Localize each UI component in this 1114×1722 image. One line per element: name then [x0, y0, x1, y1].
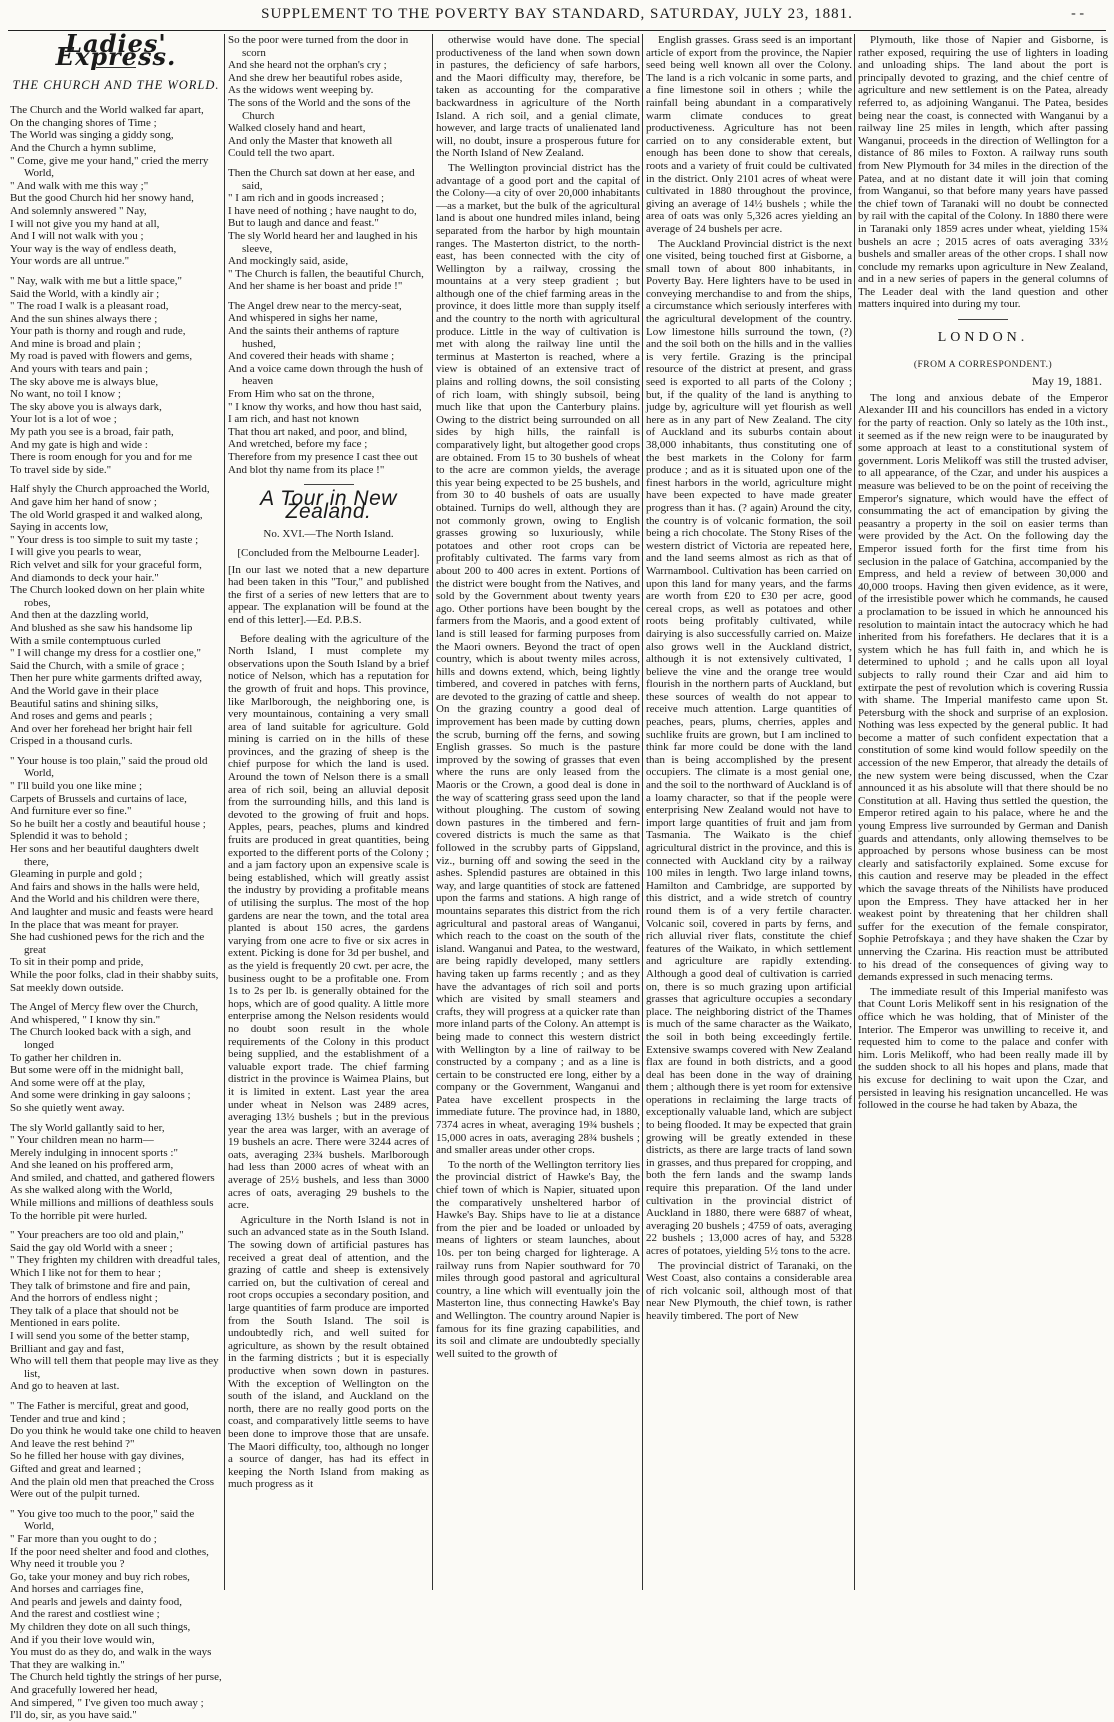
masthead-marks: - - — [1071, 6, 1084, 21]
poem-body — [10, 104, 222, 1722]
verse-line: Walked closely hand and heart, — [228, 122, 366, 135]
column-divider — [642, 34, 643, 1590]
verse-line: She had cushioned pews for the rich and the great — [10, 931, 205, 956]
verse-line: Beautiful satins and shining silks, — [10, 697, 159, 710]
verse-line: You must do as they do, and walk in the ways — [10, 1646, 212, 1659]
verse-line: That thou art naked, and poor, and blind, — [228, 425, 408, 438]
stanza — [10, 1122, 222, 1223]
editor-note: [In our last we noted that a new departure had been taken in this "Tour," and published the first of a series of new letters that are to appear. The explanation will be found at the end of this letter].—Ed. P.B.S. — [228, 563, 429, 626]
stanza — [10, 1229, 222, 1393]
verse-line: And the plain old men that preached the Cross — [10, 1475, 215, 1488]
verse-line: The Church looked back with a sigh, and longed — [10, 1026, 191, 1051]
verse-line: And the World gave in their place — [10, 684, 159, 697]
verse-line: Why need it trouble you ? — [10, 1558, 125, 1571]
verse-line: The sky above me is always blue, — [10, 375, 159, 388]
verse-line: The World was singing a giddy song, — [10, 129, 174, 142]
verse-line: And smiled, and chatted, and gathered flowers — [10, 1171, 215, 1184]
verse-line: Then the Church sat down at her ease, and said, — [228, 166, 415, 192]
verse-line: And her shame is her boast and pride !" — [228, 280, 403, 293]
verse-line: " The Church is fallen, the beautiful Church, — [228, 267, 424, 280]
stanza — [228, 34, 429, 160]
verse-line: And I will not walk with you ; — [10, 230, 144, 243]
verse-line: And some were drinking in gay saloons ; — [10, 1089, 191, 1102]
verse-line: And the horrors of endless night ; — [10, 1292, 158, 1305]
verse-line: And my gate is high and wide : — [10, 438, 148, 451]
paragraph: The long and anxious debate of the Emperor Alexander III and his councillors has ended in a victory for the party of reaction. Only so lately as the 10th inst., it seemed as if the new reign were to be inaugurated by some approach at least to a constitutional system of government. Loris Melikoff was still the trusted adviser, to all appearance, of the Czar, and under his auspices a measure was believed to be on the point of receiving the Emperor's signature, which would have the effect of consummating the act of emancipation by giving the peasantry a property in the soil on easier terms than were provided by the Act. On the following day the Emperor issued forth for the first time from his seclusion in the palace of Gatchina, accompanied by the Empress, and held a review of between 30,000 and 40,000 troops. Having then given evidence, as it were, of the irresistible power which he commands, he caused a proclamation to be issued in which he announced his resolution to maintain intact the autocracy which he had inherited from his forefathers. He declares that it is a system which he has full faith in, and which he is determined to uphold ; and he calls upon all loyal subjects to rally round their Czar and aid him to extirpate the pest of revolution which is covering Russia with shame. The Imperial manifesto came upon St. Petersburg with the shock and surprise of an explosion. Nothing was less expected by the general public. It had become a matter of such confident expectation that a constitution of some kind would follow speedily on the accession of the new Emperor, that already the details of the new system were being discussed, when the Czar announced it as his absolute will that there should be no Constitution at all. Having thus settled the question, the Emperor retired again to his palace, where he and the young Empress live surrounded by German and Danish guards and attendants, only allowing themselves to be approached by persons whose business can be most clearly and satisfactorily explained. Some excuse for this caution and reserve may be pleaded in the effect which the savage threats of the Nihilists have produced upon the Empress. They have attacked her in her weakest point by threatening that her children shall suffer for the execution of the female conspirator, Sophie Petrofskaya ; and they have shaken the Czar by unnerving the Czarina. His reaction must be attributed to his dread of the consequences of giving way to demands expressed in such menacing terms. — [858, 391, 1108, 984]
verse-line: And only the Master that knoweth all — [228, 134, 393, 147]
verse-line: Gifted and great and learned ; — [10, 1462, 142, 1475]
verse-line: And go to heaven at last. — [10, 1380, 120, 1393]
verse-line: There is room enough for you and for me — [10, 451, 193, 464]
verse-line: The Church held tightly the strings of her purse, — [10, 1671, 222, 1684]
verse-line: And simpered, " I've given too much away ; — [10, 1696, 204, 1709]
verse-line: Brilliant and gay and fast, — [10, 1342, 124, 1355]
paragraph: The immediate result of this Imperial manifesto was that Count Loris Melikoff sent in his resignation of the office which he was holding, that of Minister of the Interior. The Emperor was unwilling to receive it, and requested him to come to the palace and confer with him. Loris Melikoff, who had been really made ill by the sudden shock to all his hopes and plans, made that his excuse for declining to wait upon the Czar, and persisted in leaving his resignation uncancelled. He was followed in the course he had taken by Abaza, the — [858, 985, 1108, 1112]
verse-line: My road is paved with flowers and gems, — [10, 350, 193, 363]
verse-line: If the poor need shelter and food and clothes, — [10, 1545, 209, 1558]
verse-line: Said the gay old World with a sneer ; — [10, 1241, 173, 1254]
verse-line: And whispered in sighs her name, — [228, 312, 378, 325]
verse-line: Merely indulging in innocent sports :" — [10, 1146, 178, 1159]
verse-line: And gave him her hand of snow ; — [10, 496, 157, 508]
verse-line: I will give you pearls to wear, — [10, 546, 142, 559]
paragraph: The Auckland Provincial district is the next one visited, being touched first at Gisborne, a small town of about 800 inhabitants, in Poverty Bay. Here lighters have to be used in conveying merchandise to and from the ships, a circumstance which seriously interferes with the agricultural development of the country. Low limestone hills surround the town, (?) and the soil both on the hills and in the vallies is very fertile. Grazing is the principal resource of the district at present, and grass seed is exported to all parts of the Colony ; but, if the quality of the land is anything to judge by, agriculture will yet flourish as well here as in any part of New Zealand. The city of Auckland and its suburbs contain about 38,000 inhabitants, thus constituting one of the best markets in the Colony for farm produce ; and as it is situated upon one of the finest harbors in the world, agriculture might have been expected to have made greater progress than it has. (? again) Around the city, the country is of volcanic formation, the soil being a rich chocolate. The Stony Rises of the western district of Victoria are repeated here, and the land seems almost as rich as that of Warrnambool. Cultivation has been carried on upon this land for many years, and the farms are worth from £20 to £30 per acre, good cereal crops, as well as potatoes and other roots being profitably cultivated, while dairying is also successfully carried on. Maize also grows well in the Auckland district, although it is not extensively cultivated, I believe the vine and the orange tree would flourish in the northern parts of Auckland, but these sources of wealth do not appear to receive much attention. Large quantities of peaches, pears, plums, cherries, apples and suchlike fruits are grown, but I am inclined to think far more could be done with the land than is being accomplished by the present occupiers. The climate is a most genial one, and the soil to the northward of Auckland is of a loamy character, so that if the people were enterprising New Zealand would not have to import large quantities of fruit and jam from Tasmania. The Waikato is the chief agricultural district in the province, and this is connected with Auckland city by a railway 100 miles in length. Two large inland towns, Hamilton and Cambridge, are supported by this district, and a wide stretch of country round them is of a very fertile character. Volcanic soil, covered in parts by ferns, and rich alluvial river flats, constitute the chief features of the Waikato, in which settlement and agriculture are rapidly extending. Although a good deal of cultivation is carried on, there is so much grazing upon artificial grasses that agriculture occupies a secondary place. The neighboring district of the Thames is much of the same character as the Waikato, the soil in both being exceedingly fertile. Extensive swamps covered with New Zealand flax are found in both districts, and a good deal has been done in the way of draining them ; although there is yet room for extensive operations in reclaiming the large tracts of exceptionally valuable land, which are subject to being flooded. It may be expected that grain growing will be greatly extended in these districts, as there are large tracts of land sown in grasses, and thus prepared for cropping, and both the fern lands and the swamp lands require this preparation. Of the land under cultivation in the provincial district of Auckland in 1880, there were 6887 of wheat, averaging 20 bushels ; 4759 of oats, averaging 22 bushels ; 13,000 acres of hay, and 5328 acres of potatoes, yielding 5½ tons to the acre. — [646, 237, 852, 1257]
stanza — [10, 1400, 222, 1501]
verse-line: Then her pure white garments drifted away, — [10, 672, 203, 685]
verse-line: " The road I walk is a pleasant road, — [10, 300, 169, 313]
column-3 — [436, 34, 640, 1592]
column-1 — [10, 29, 222, 1722]
verse-line: Carpets of Brussels and curtains of lace, — [10, 792, 187, 805]
verse-line: I'll do, sir, as you have said." — [10, 1709, 137, 1722]
verse-line: So he filled her house with gay divines, — [10, 1450, 185, 1463]
verse-line: Half shyly the Church approached the World, — [10, 483, 210, 496]
paragraph: Plymouth, like those of Napier and Gisborne, is rather exposed, requiring the use of lighters in loading and unloading ships. The land about the port is principally devoted to grazing, and the chief centre of agriculture and new settlement is on the Patea, already referred to, as adjoining Wanganui. The Patea, besides being near the coast, is connected with Wanganui by a railway line 25 miles in length, which after passing Wanganui, proceeds in the direction of Wellington for a distance of 86 miles to Foxton. A railway runs south from New Plymouth for 34 miles in the direction of the Patea, and at no distant date it will join that coming from Wanganui, so that before many years have passed the chief town of Taranaki will no doubt be connected by rail with the capital of the Colony. In 1880 there were in Taranaki only 1859 acres under wheat, yielding 15¾ bushels an acre ; 2015 acres of oats averaging 33½ bushels and smaller areas of the other crops. I shall now conclude my remarks upon agriculture in New Zealand, and in a new series of papers in the general columns of The Leader deal with the land question and other matters inquired into during my tour. — [858, 34, 1108, 311]
paragraph: English grasses. Grass seed is an important article of export from the province, the Napier seed being well known all over the Colony. The land is a rich volcanic in some parts, and a fine limestone soil in others ; while the rainfall being abundant in a comparatively warm climate conduces to great productiveness. Agriculture has not been carried on to any considerable extent, but enough has been done to show that cereals, roots and a variety of fruit could be cultivated in the district. Only 2101 acres of wheat were cultivated in 1880 throughout the province, giving an average of 14½ bushels ; while the area of oats was only 5,326 acres yielding an average of 24 bushels per acre. — [646, 34, 852, 235]
verse-line: And solemnly answered " Nay, — [10, 204, 147, 217]
verse-line: Sat meekly down outside. — [10, 981, 124, 994]
verse-line: And fairs and shows in the halls were held, — [10, 880, 200, 893]
london-title: LONDON. — [937, 330, 1029, 346]
verse-line: " I'll build you one like mine ; — [10, 780, 143, 793]
verse-line: So the poor were turned from the door in scorn — [228, 34, 409, 59]
stanza — [228, 167, 429, 293]
verse-line: And she leaned on his proffered arm, — [10, 1159, 174, 1172]
paragraph: The Wellington provincial district has the advantage of a good port and the capital of the Colony—a city of over 20,000 inhabitants—as a market, but the bulk of the agricultural land is about one hundred miles inland, being separated from the harbor by high mountain ranges. The Masterton district, to the north-east, has been connected with the city of Wellington by a railway, crossing the mountains at a very steep gradient ; but although one of the chief farming areas in the province, it does little more than supply itself and the country to the north with agricultural produce. Little in the way of cultivation is met with along the railway line until the terminus at Masterton is reached, where a view is obtained of an extensive tract of plains and rolling downs, the soil consisting of rich loam, with shingly subsoil, being much like that upon the Canterbury plains. Owing to the district being surrounded on all sides by high hills, the rainfall is comparatively light, but altogether good crops are obtained. From 15 to 30 bushels of wheat to the acre are common yields, the average this year being expected to be 25 bushels, and from 30 to 40 bushels of oats are usually obtained. Turnips do well, although they are not commonly grown, owing to English grasses growing so luxuriously, while potatoes and other root crops can be profitably cultivated. The farms vary from about 200 to 400 acres in extent. Portions of the district were bought from the Natives, and sold by the Government about twenty years ago. Other portions have been bought by the farmers from the Maoris, and a good extent of land is still leased for farming purposes from the Maori owners. Beyond the tract of open country, which is about twenty miles across, hills and downs extend, which, being lightly timbered, and covered in patches with ferns, are devoted to the grazing of cattle and sheep. On the grazing country a good deal of improvement has been made by cutting down the scrub, burning off the ferns, and sowing English grasses. So much is the pasture improved by the sowing of grasses that even where the runs are only leased from the Maoris or the Crown, a good deal is done in the way of scattering grass seed upon the land without ploughing. The custom of sowing down pastures in the timbered and fern-covered districts is much the same as that followed in the scrubby parts of Gippsland, viz., burning off and sowing the seed in the ashes. Splendid pastures are obtained in this way, and large quantities of stock are fattened upon the farms and stations. A high range of mountains separates this district from the rich agricultural and pastoral areas of Wanganui, which reach to the coast on the south of the island. Wanganui and Patea, to the westward, are being rapidly developed, many settlers having taken up farms recently ; and as they have the advantages of rich soil and ports which are visited by small steamers and crafts, they will progress at a quicker rate than more inland parts of the Colony. An attempt is being made to connect this western district with Wellington by a line of railway to be constructed by a company ; and as a line is certain to be constructed ere long, either by a company or the Government, Wanganui and Patea have excellent prospects in the immediate future. The province had, in 1880, 7374 acres in wheat, averaging 19¾ bushels ; 15,000 acres in oats, averaging 28¾ bushels ; and smaller areas under other crops. — [436, 161, 640, 1157]
verse-line: While the poor folks, clad in their shabby suits, — [10, 968, 219, 981]
verse-line: And then at the dazzling world, — [10, 609, 149, 622]
verse-line: The sons of the World and the sons of the Church — [228, 96, 411, 122]
article-end-rule — [958, 319, 1008, 320]
verse-line: From Him who sat on the throne, — [228, 388, 375, 401]
verse-line: " The Father is merciful, great and good, — [10, 1399, 189, 1412]
london-body — [858, 392, 1108, 1112]
verse-line: Your way is the way of endless death, — [10, 242, 177, 255]
verse-line: Who will tell them that people may live as they list, — [10, 1355, 219, 1380]
verse-line: The Angel of Mercy flew over the Church, — [10, 1001, 199, 1014]
verse-line: And roses and gems and pearls ; — [10, 710, 153, 723]
stanza — [10, 483, 222, 747]
verse-line: " They frighten my children with dreadful tales, — [10, 1254, 221, 1267]
verse-line: Your words are all untrue." — [10, 255, 130, 268]
stanza — [10, 275, 222, 477]
article-body — [228, 633, 429, 1491]
verse-line: " Your dress is too simple to suit my taste ; — [10, 533, 199, 546]
paragraph: Before dealing with the agriculture of the North Island, I must complete my observations upon the South Island by a brief notice of Nelson, which has a reputation for the growth of fruit and hops. This province, like Marlborough, the neighboring one, is very mountainous, containing a very small area of land suitable for agriculture. Gold mining is carried on in the hills of these provinces, and the grazing of sheep is the chief purpose for which the land is used. Around the town of Nelson there is a small area of rich soil, being an alluvial deposit from the surrounding hills, and this land is devoted to the growing of fruit and hops. Apples, pears, peaches, plums and kindred fruits are produced in great quantities, being exported to the different ports of the Colony ; and a jam factory upon an expensive scale is being established, which will greatly assist the industry by providing a profitable means of utilising the surplus. The most of the hop gardens are near the town, and the total area planted is about 150 acres, the gardens varying from one acre to five or six acres in extent. Picking is done for 3d per bushel, and as the yield is frequently 20 cwt. per acre, the business ought to be a profitable one. From 1s to 2s per lb. is generally obtained for the hops, which are of good quality. A little more enterprise among the Nelson residents would no doubt soon result in the whole requirements of the Colony in this product being supplied, and the establishment of a valuable export trade. The chief farming district in the province is Waimea Plains, but it is limited in extent. Last year the area under wheat in Nelson was 2489 acres, averaging 13½ bushels ; but in the previous year the area was larger, with an average of 19 bushels an acre. There were 3244 acres of oats, averaging 23¾ bushels. Marlborough had less than 2000 acres of wheat with an average of 25½ bushels, and less than 3000 acres of oats, averaging 29 bushels to the acre. — [228, 632, 429, 1212]
verse-line: I have need of nothing ; have naught to do, — [228, 204, 417, 217]
verse-line: And mine is broad and plain ; — [10, 337, 141, 350]
section-title: Ladies' Express. — [55, 29, 177, 71]
verse-line: Splendid it was to behold ; — [10, 830, 128, 843]
paragraph: The provincial district of Taranaki, on the West Coast, also contains a considerable area of rich volcanic soil, although most of that near New Plymouth, the chief town, is rather heavily timbered. The port of New — [646, 1259, 852, 1322]
verse-line: And she drew her beautiful robes aside, — [228, 71, 403, 84]
verse-line: " I will change my dress for a costlier one," — [10, 647, 202, 660]
verse-line: And the sun shines always there ; — [10, 312, 158, 325]
column-4 — [646, 34, 852, 1592]
paragraph: To the north of the Wellington territory lies the provincial district of Hawke's Bay, the chief town of which is Napier, situated upon the comparatively unsheltered harbor of Hawke's Bay. Ships have to lie at a distance from the pier and be loaded or unloaded by means of lighters or steam launches, about 10s. per ton being charged for lighterage. A railway runs from Napier southward for 70 miles through good pastoral and agricultural country, a line which will eventually join the Masterton line, thus connecting Hawke's Bay and Wellington. The country around Napier is famous for its fine grazing capabilities, and its soil and climate are undoubtedly specially well suited to the growth of — [436, 1158, 640, 1360]
verse-line: And a voice came down through the hush of heaven — [228, 362, 423, 388]
verse-line: The sky above you is always dark, — [10, 400, 162, 413]
verse-line: While millions and millions of deathless souls — [10, 1197, 214, 1210]
tour-source: [Concluded from the Melbourne Leader]. — [237, 546, 420, 559]
verse-line: The Angel drew near to the mercy-seat, — [228, 299, 402, 312]
verse-line: Mentioned in ears polite. — [10, 1317, 120, 1330]
verse-line: On the changing shores of Time ; — [10, 116, 157, 129]
verse-line: With a smile contemptuous curled — [10, 634, 161, 647]
verse-line: The Church looked down on her plain white robes, — [10, 584, 205, 609]
tour-subtitle: No. XVI.—The North Island. — [263, 528, 394, 541]
paragraph: Agriculture in the North Island is not in such an advanced state as in the South Island. The sowing down of artificial pastures has received a great deal of attention, and the grazing of cattle and sheep is extensively carried on, but the cultivation of cereal and root crops occupies a secondary position, and large quantities of farm produce are imported from the South Island. The soil is undoubtedly rich, and well suited for agriculture, as shown by the result obtained in the farming districts ; but it is especially productive when sown down in pastures. With the exception of Wellington on the south of the island, and Auckland on the north, there are no really good ports on the coast, and comparatively little seems to have been done to improve those that are unsafe. The Maori difficulty, too, although no longer a source of danger, has had its effect in keeping the North Island from making as much progress as it — [228, 1213, 429, 1491]
poem-end-rule — [304, 484, 354, 485]
verse-line: Said the Church, with a smile of grace ; — [10, 659, 185, 672]
stanza — [10, 104, 222, 268]
verse-line: " Your children mean no harm— — [10, 1134, 154, 1147]
verse-line: I will send you some of the better stamp, — [10, 1330, 190, 1342]
verse-line: Her sons and her beautiful daughters dwelt there, — [10, 843, 199, 868]
masthead — [0, 0, 1114, 30]
verse-line: Crisped in a thousand curls. — [10, 735, 133, 748]
verse-line: Your path is thorny and rough and rude, — [10, 325, 186, 338]
verse-line: And if you their love would win, — [10, 1633, 155, 1646]
verse-line: But to laugh and dance and feast." — [228, 217, 379, 230]
verse-line: Were out of the pulpit turned. — [10, 1488, 140, 1501]
verse-line: Do you think he would take one child to heaven — [10, 1425, 222, 1438]
verse-line: " I know thy works, and how thou hast said, — [228, 400, 422, 413]
verse-line: And wretched, before my face ; — [228, 438, 368, 451]
verse-line: And laughter and music and feasts were heard — [10, 906, 214, 918]
verse-line: Could tell the two apart. — [228, 147, 335, 160]
verse-line: " I am rich and in goods increased ; — [228, 192, 384, 205]
verse-line: And pearls and jewels and dainty food, — [10, 1595, 182, 1608]
verse-line: " Nay, walk with me but a little space," — [10, 274, 182, 287]
verse-line: But the good Church hid her snowy hand, — [10, 192, 194, 205]
verse-line: And the rarest and costliest wine ; — [10, 1608, 160, 1621]
verse-line: Tender and true and kind ; — [10, 1412, 126, 1425]
column-divider — [432, 34, 433, 1590]
verse-line: I will not give you my hand at all, — [10, 217, 160, 230]
verse-line: Gleaming in purple and gold ; — [10, 868, 143, 881]
verse-line: The old World grasped it and walked along, — [10, 508, 203, 521]
verse-line: And whispered, " I know thy sin." — [10, 1013, 161, 1026]
verse-line: The sly World gallantly said to her, — [10, 1121, 165, 1134]
verse-line: And yours with tears and pain ; — [10, 363, 149, 376]
column-5 — [858, 34, 1108, 1592]
verse-line: In the place that was meant for prayer. — [10, 918, 179, 931]
verse-line: And blushed as she saw his handsome lip — [10, 621, 193, 634]
verse-line: " Your house is too plain," said the proud old World, — [10, 754, 208, 780]
stanza — [10, 1001, 222, 1114]
verse-line: Therefore from my presence I cast thee out — [228, 451, 418, 463]
verse-line: And she heard not the orphan's cry ; — [228, 59, 387, 72]
verse-line: And blot thy name from its place !" — [228, 463, 385, 476]
column-2 — [228, 34, 429, 1592]
verse-line: " You give too much to the poor," said the World, — [10, 1507, 195, 1533]
verse-line: And furniture ever so fine." — [10, 805, 132, 818]
verse-line: " Far more than you ought to do ; — [10, 1532, 157, 1545]
verse-line: And diamonds to deck your hair." — [10, 571, 159, 584]
tour-title: A Tour in New Zealand. — [260, 487, 397, 523]
verse-line: The sly World heard her and laughed in his sleeve, — [228, 229, 418, 255]
verse-line: And covered their heads with shame ; — [228, 350, 395, 363]
article-conclusion — [858, 34, 1108, 311]
verse-line: And horses and carriages fine, — [10, 1583, 144, 1596]
verse-line: That they are walking in." — [10, 1658, 125, 1671]
poem-title: THE CHURCH AND THE WORLD. — [12, 78, 220, 93]
verse-line: And the Church a hymn sublime, — [10, 141, 157, 154]
column-divider — [854, 34, 855, 1590]
verse-line: To travel side by side." — [10, 463, 112, 476]
verse-line: They talk of a place that should not be — [10, 1304, 179, 1317]
verse-line: And leave the rest behind ?" — [10, 1437, 135, 1450]
verse-line: As she walked along with the World, — [10, 1184, 173, 1197]
masthead-title: SUPPLEMENT TO THE POVERTY BAY STANDARD, SATURDAY, JULY 23, 1881. — [261, 6, 853, 22]
verse-line: And gracefully lowered her head, — [10, 1684, 158, 1697]
stanza — [10, 1508, 222, 1722]
correspondent-line: (FROM A CORRESPONDENT.) — [913, 359, 1053, 370]
verse-line: Go, take your money and buy rich robes, — [10, 1570, 190, 1583]
verse-line: As the widows went weeping by. — [228, 84, 374, 97]
verse-line: And mockingly said, aside, — [228, 255, 349, 268]
dateline: May 19, 1881. — [1032, 374, 1102, 389]
verse-line: Said the World, with a kindly air ; — [10, 287, 160, 300]
verse-line: Your lot is a lot of woe ; — [10, 413, 117, 426]
verse-line: And over her forehead her bright hair fell — [10, 722, 193, 735]
verse-line: And the saints their anthems of rapture hushed, — [228, 325, 400, 350]
stanza — [10, 755, 222, 994]
verse-line: My children they dote on all such things, — [10, 1621, 191, 1634]
verse-line: " Your preachers are too old and plain," — [10, 1229, 184, 1242]
verse-line: No want, no toil I know ; — [10, 388, 121, 401]
column-divider — [224, 34, 225, 1590]
verse-line: And some were off at the play, — [10, 1076, 146, 1089]
verse-line: But some were off in the midnight ball, — [10, 1064, 184, 1077]
verse-line: " Come, give me your hand," cried the merry World, — [10, 154, 209, 180]
masthead-rule — [8, 30, 1106, 31]
verse-line: I am rich, and hast not known — [228, 413, 360, 426]
stanza — [228, 300, 429, 476]
verse-line: So he built her a costly and beautiful house ; — [10, 817, 206, 830]
verse-line: They talk of brimstone and fire and pain, — [10, 1279, 191, 1292]
verse-line: To the horrible pit were hurled. — [10, 1209, 148, 1222]
verse-line: To sit in their pomp and pride, — [10, 956, 144, 969]
verse-line: So she quietly went away. — [10, 1101, 125, 1114]
poem-continuation — [228, 34, 429, 476]
verse-line: " And walk with me this way ;" — [10, 179, 149, 192]
verse-line: The Church and the World walked far apart, — [10, 104, 204, 117]
verse-line: And the World and his children were there, — [10, 893, 200, 906]
paragraph: otherwise would have done. The special productiveness of the land when sown down in pastures, the deficiency of safe harbors, and the Maori difficulty may, therefore, be taken as accounting for the comparative backwardness in agriculture of the North Island. A rich soil, and a genial climate, however, and large tracts of unalienated land will, no doubt, insure a prosperous future for the North Island of New Zealand. — [436, 34, 640, 160]
verse-line: My path you see is a broad, fair path, — [10, 426, 174, 439]
verse-line: Saying in accents low, — [10, 521, 109, 534]
verse-line: Rich velvet and silk for your graceful form, — [10, 558, 202, 571]
verse-line: To gather her children in. — [10, 1051, 122, 1064]
verse-line: Which I like not for them to hear ; — [10, 1267, 161, 1280]
